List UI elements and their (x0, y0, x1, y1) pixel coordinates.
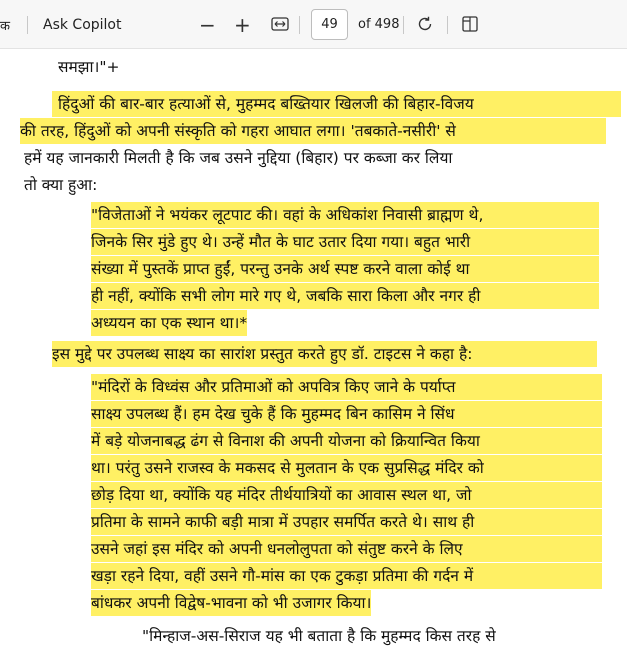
text-line: हमें यह जानकारी मिलती है कि जब उसने नुद्दिया (बिहार) पर कब्जा कर लिया (24, 149, 453, 167)
rotate-icon[interactable] (413, 12, 437, 36)
highlighted-text-line: था। परंतु उसने राजस्व के मकसद से मुलतान के एक सुप्रसिद्ध मंदिर को (91, 455, 602, 481)
highlighted-text-line: बांधकर अपनी विद्वेष-भावना को भी उजागर किया। (91, 590, 371, 616)
highlighted-text-line: "मंदिरों के विध्वंस और प्रतिमाओं को अपवित्र किए जाने के पर्याप्त (91, 374, 602, 400)
page-view-icon[interactable] (458, 12, 482, 36)
highlighted-text-line: में बड़े योजनाबद्ध ढंग से विनाश की अपनी योजना को क्रियान्वित किया (91, 428, 602, 454)
highlighted-text-line: खड़ा रहने दिया, वहीं उसने गौ-मांस का एक टुकड़ा प्रतिमा की गर्दन में (91, 563, 602, 589)
highlighted-text-line: छोड़ दिया था, क्योंकि यह मंदिर तीर्थयात्रियों का आवास स्थल था, जो (91, 482, 602, 508)
highlighted-text-line: "विजेताओं ने भयंकर लूटपाट की। वहां के अधिकांश निवासी ब्राह्मण थे, (91, 202, 599, 228)
highlighted-text-line: जिनके सिर मुंडे हुए थे। उन्हें मौत के घाट उतार दिया गया। बहुत भारी (91, 229, 599, 255)
page-total-label: of 498 (358, 17, 400, 32)
highlighted-text-line: की तरह, हिंदुओं को अपनी संस्कृति को गहरा आघात लगा। 'तबकाते-नसीरी' से (20, 118, 606, 144)
highlighted-text-line: संख्या में पुस्तकें प्राप्त हुईं, परन्तु उनके अर्थ स्पष्ट करने वाला कोई था (91, 256, 599, 282)
zoom-out-button[interactable]: − (199, 12, 216, 37)
highlighted-text-line: हिंदुओं की बार-बार हत्याओं से, मुहम्मद बख्तियार खिलजी की बिहार-विजय (52, 91, 621, 117)
toolbar-partial-glyph: क (0, 18, 10, 34)
highlighted-text-line: अध्ययन का एक स्थान था।* (91, 310, 247, 336)
fit-width-icon[interactable] (268, 12, 292, 36)
highlighted-text-line: साक्ष्य उपलब्ध हैं। हम देख चुके हैं कि मुहम्मद बिन कासिम ने सिंध (91, 401, 602, 427)
text-line: तो क्या हुआ: (24, 176, 98, 194)
zoom-in-button[interactable]: + (234, 12, 251, 37)
page-number-input[interactable]: 49 (311, 9, 348, 40)
cutoff-text-line (58, 49, 605, 57)
toolbar-separator (403, 16, 404, 34)
text-line: "मिन्हाज-अस-सिराज यह भी बताता है कि मुहम्मद किस तरह से (142, 627, 496, 645)
highlighted-text-line: इस मुद्दे पर उपलब्ध साक्ष्य का सारांश प्रस्तुत करते हुए डॉ. टाइटस ने कहा है: (52, 341, 597, 367)
pdf-toolbar (0, 0, 627, 49)
highlighted-text-line: ही नहीं, क्योंकि सभी लोग मारे गए थे, जबकि सारा किला और नगर ही (91, 283, 599, 309)
pdf-page-content (0, 49, 627, 651)
toolbar-separator (447, 16, 448, 34)
highlighted-text-line: प्रतिमा के सामने काफी बड़ी मात्रा में उपहार समर्पित करते थे। साथ ही (91, 509, 602, 535)
ask-copilot-button[interactable]: Ask Copilot (43, 16, 122, 33)
text-line: समझा।"+ (58, 58, 120, 76)
toolbar-separator (27, 16, 28, 34)
toolbar-separator (299, 16, 300, 34)
highlighted-text-line: उसने जहां इस मंदिर को अपनी धनलोलुपता को संतुष्ट करने के लिए (91, 536, 602, 562)
